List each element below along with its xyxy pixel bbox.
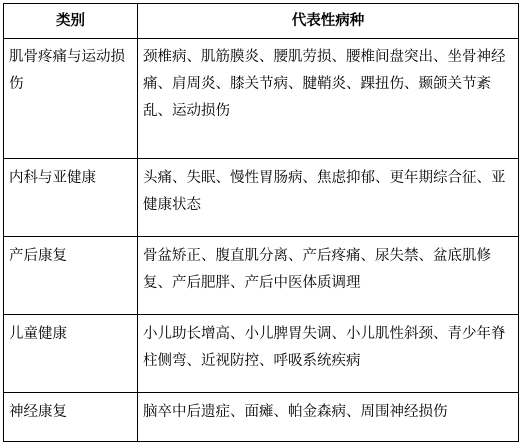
table-row bbox=[4, 315, 519, 393]
table-row bbox=[4, 393, 519, 442]
diseases-cell: 颈椎病、肌筋膜炎、腰肌劳损、腰椎间盘突出、坐骨神经痛、肩周炎、膝关节病、腱鞘炎、踝扭伤、颞颌关节紊乱、运动损伤 bbox=[138, 39, 519, 159]
diseases-cell: 脑卒中后遗症、面瘫、帕金森病、周围神经损伤 bbox=[138, 393, 519, 442]
category-cell: 神经康复 bbox=[4, 393, 138, 442]
table-row bbox=[4, 237, 519, 315]
diseases-cell: 头痛、失眠、慢性胃肠病、焦虑抑郁、更年期综合征、亚健康状态 bbox=[138, 159, 519, 237]
category-cell: 儿童健康 bbox=[4, 315, 138, 393]
header-diseases: 代表性病种 bbox=[138, 4, 519, 39]
disease-category-table bbox=[3, 3, 519, 442]
diseases-cell: 骨盆矫正、腹直肌分离、产后疼痛、尿失禁、盆底肌修复、产后肥胖、产后中医体质调理 bbox=[138, 237, 519, 315]
category-cell: 产后康复 bbox=[4, 237, 138, 315]
diseases-cell: 小儿助长增高、小儿脾胃失调、小儿肌性斜颈、青少年脊柱侧弯、近视防控、呼吸系统疾病 bbox=[138, 315, 519, 393]
header-category: 类别 bbox=[4, 4, 138, 39]
table-header-row bbox=[4, 4, 519, 39]
category-cell: 肌骨疼痛与运动损伤 bbox=[4, 39, 138, 159]
category-cell: 内科与亚健康 bbox=[4, 159, 138, 237]
table-row bbox=[4, 39, 519, 159]
table-row bbox=[4, 159, 519, 237]
